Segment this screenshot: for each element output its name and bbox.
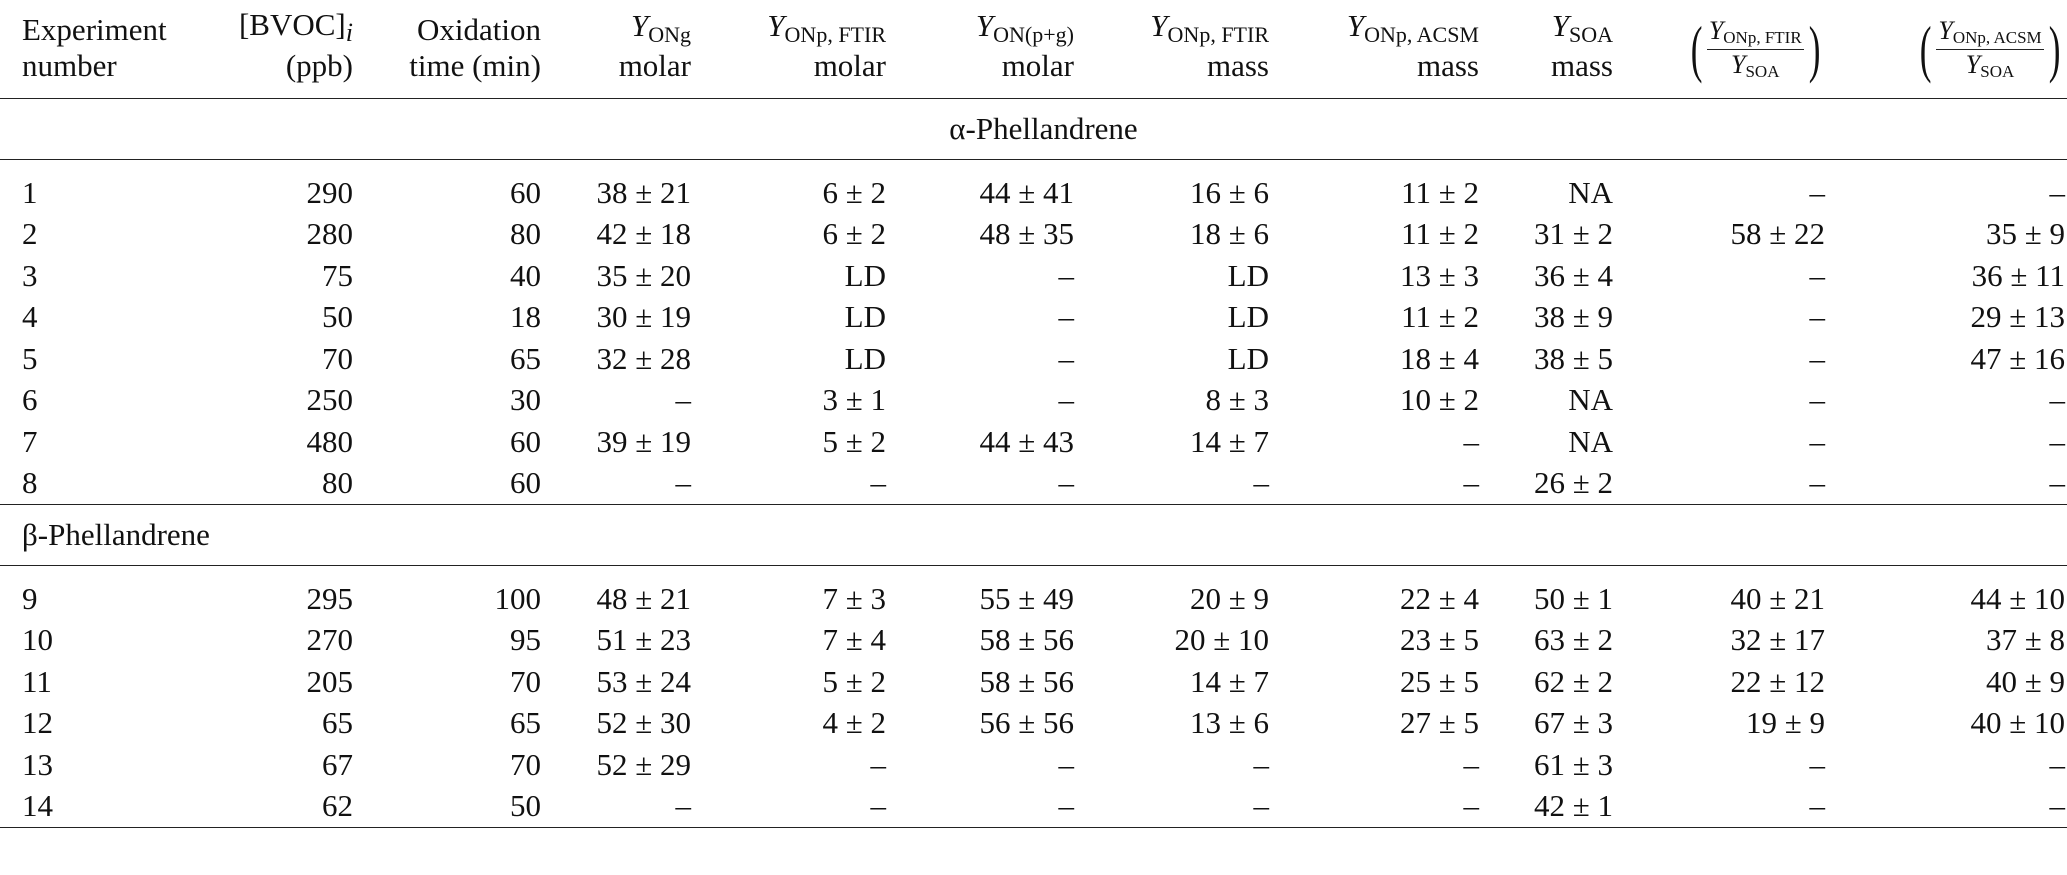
cell-oxidation-time: 18	[510, 299, 541, 335]
cell-y-soa: 26 ± 2	[1481, 463, 1615, 505]
cell-y-ong: 35 ± 20	[596, 257, 691, 293]
cell-bvoc: 62	[210, 786, 355, 828]
cell-y-onp-ftir-mass: 14 ± 7	[1189, 663, 1269, 699]
cell-ratio-acsm-soa: 37 ± 8	[1985, 622, 2065, 658]
cell-y-soa: 61 ± 3	[1533, 746, 1613, 782]
section-header	[0, 505, 2067, 566]
cell-ratio-acsm-soa: 35 ± 9	[1985, 216, 2065, 252]
cell-y-soa: 36 ± 4	[1533, 257, 1613, 293]
table-row	[0, 214, 2067, 256]
cell-oxidation-time: 50	[355, 786, 543, 828]
cell-y-ong: 39 ± 19	[596, 423, 691, 459]
header-oxidation-unit: time (min)	[355, 48, 543, 99]
cell-experiment-number: 4	[22, 299, 38, 335]
table-row	[0, 620, 2067, 662]
table-row	[0, 421, 2067, 463]
cell-y-onp-ftir-mass: 18 ± 6	[1189, 216, 1269, 252]
header-y-ong-unit: molar	[543, 48, 693, 99]
cell-y-soa: NA	[1568, 382, 1613, 418]
cell-bvoc: 65	[322, 705, 353, 741]
cell-bvoc: 270	[306, 622, 353, 658]
cell-y-onp-ftir-mass: 13 ± 6	[1189, 705, 1269, 741]
cell-bvoc: 280	[306, 216, 353, 252]
header-experiment-number-line2: number	[0, 48, 210, 99]
spacer-cell	[0, 160, 2067, 173]
cell-y-onp-acsm-mass: –	[1271, 463, 1481, 505]
cell-y-onp-ftir-molar: –	[693, 786, 888, 828]
cell-ratio-ftir-soa: –	[1809, 257, 1825, 293]
cell-y-onp-acsm-mass: 10 ± 2	[1399, 382, 1479, 418]
cell-ratio-acsm-soa: –	[1827, 463, 2067, 505]
cell-experiment-number: 14	[0, 786, 210, 828]
cell-y-ong: 51 ± 23	[596, 622, 691, 658]
header-y-onp-ftir-mass: $Y_{ONp, FTIR}$	[1150, 8, 1269, 47]
cell-y-onp-ftir-mass: –	[1076, 463, 1271, 505]
cell-ratio-acsm-soa: –	[1827, 786, 2067, 828]
cell-y-on-pg: 44 ± 43	[979, 423, 1074, 459]
cell-y-soa: 62 ± 2	[1533, 663, 1613, 699]
cell-y-onp-ftir-mass: 14 ± 7	[1189, 423, 1269, 459]
cell-oxidation-time: 60	[355, 463, 543, 505]
table-row	[0, 661, 2067, 703]
cell-y-onp-acsm-mass: –	[1271, 786, 1481, 828]
table-row	[0, 297, 2067, 339]
cell-experiment-number: 11	[22, 663, 52, 699]
cell-y-onp-acsm-mass: 18 ± 4	[1399, 340, 1479, 376]
cell-bvoc: 295	[306, 580, 353, 616]
cell-y-on-pg: –	[1058, 340, 1074, 376]
cell-oxidation-time: 80	[510, 216, 541, 252]
cell-y-ong: 32 ± 28	[596, 340, 691, 376]
cell-oxidation-time: 65	[510, 705, 541, 741]
table-row	[0, 463, 2067, 505]
cell-y-onp-ftir-mass: 20 ± 10	[1174, 622, 1269, 658]
cell-y-soa: NA	[1568, 423, 1613, 459]
cell-ratio-ftir-soa: –	[1809, 746, 1825, 782]
cell-y-onp-ftir-molar: LD	[844, 340, 886, 376]
cell-bvoc: 50	[322, 299, 353, 335]
table-row	[0, 380, 2067, 422]
header-y-onp-acsm-mass-unit: mass	[1271, 48, 1481, 99]
cell-bvoc: 67	[322, 746, 353, 782]
cell-ratio-ftir-soa: 58 ± 22	[1730, 216, 1825, 252]
cell-y-onp-acsm-mass: 27 ± 5	[1399, 705, 1479, 741]
cell-oxidation-time: 60	[510, 174, 541, 210]
section-label: β-Phellandrene	[0, 505, 2067, 566]
cell-y-onp-ftir-molar: 5 ± 2	[822, 423, 886, 459]
cell-experiment-number: 6	[22, 382, 38, 418]
cell-y-soa: 42 ± 1	[1481, 786, 1615, 828]
cell-y-on-pg: 58 ± 56	[979, 622, 1074, 658]
cell-ratio-ftir-soa: 19 ± 9	[1745, 705, 1825, 741]
header-bvoc-concentration: [BVOC]i	[238, 7, 353, 47]
cell-oxidation-time: 30	[510, 382, 541, 418]
cell-experiment-number: 3	[22, 257, 38, 293]
cell-ratio-ftir-soa: –	[1809, 340, 1825, 376]
cell-ratio-acsm-soa: 40 ± 10	[1970, 705, 2065, 741]
cell-y-ong: –	[543, 786, 693, 828]
cell-y-on-pg: 44 ± 41	[979, 174, 1074, 210]
table-row	[0, 578, 2067, 620]
cell-experiment-number: 5	[22, 340, 38, 376]
cell-experiment-number: 8	[0, 463, 210, 505]
table-row	[0, 338, 2067, 380]
cell-y-onp-ftir-mass: LD	[1227, 299, 1269, 335]
cell-ratio-acsm-soa: 40 ± 9	[1985, 663, 2065, 699]
cell-y-onp-ftir-molar: –	[693, 463, 888, 505]
cell-y-onp-acsm-mass: 11 ± 2	[1401, 174, 1479, 210]
cell-y-ong: 53 ± 24	[596, 663, 691, 699]
header-ratio-ftir-soa: ( $\frac{\text{YONp, FTIR}}{\text{YSOA}}$ )	[1615, 0, 1827, 99]
cell-oxidation-time: 70	[510, 746, 541, 782]
cell-y-onp-acsm-mass: 11 ± 2	[1401, 299, 1479, 335]
cell-y-soa: 38 ± 5	[1533, 340, 1613, 376]
cell-y-onp-ftir-molar: 5 ± 2	[822, 663, 886, 699]
cell-y-on-pg: 58 ± 56	[979, 663, 1074, 699]
header-y-onp-acsm-mass: $Y_{ONp, ACSM}$	[1346, 8, 1479, 47]
cell-ratio-ftir-soa: 32 ± 17	[1730, 622, 1825, 658]
cell-y-on-pg: 56 ± 56	[979, 705, 1074, 741]
cell-y-ong: 30 ± 19	[596, 299, 691, 335]
cell-y-onp-ftir-mass: LD	[1227, 257, 1269, 293]
cell-y-onp-ftir-molar: 7 ± 3	[822, 580, 886, 616]
cell-experiment-number: 2	[22, 216, 38, 252]
cell-experiment-number: 7	[22, 423, 38, 459]
cell-y-soa: 63 ± 2	[1533, 622, 1613, 658]
cell-ratio-ftir-soa: –	[1809, 299, 1825, 335]
cell-bvoc: 480	[306, 423, 353, 459]
cell-bvoc: 80	[210, 463, 355, 505]
cell-oxidation-time: 95	[510, 622, 541, 658]
header-y-on-pg-unit: molar	[888, 48, 1076, 99]
header-y-soa: $Y_{SOA}$	[1551, 8, 1613, 47]
header-y-onp-ftir-molar-unit: molar	[693, 48, 888, 99]
cell-experiment-number: 12	[22, 705, 53, 741]
cell-ratio-acsm-soa: –	[2049, 746, 2065, 782]
cell-ratio-acsm-soa: 36 ± 11	[1971, 257, 2065, 293]
cell-y-onp-ftir-molar: LD	[844, 299, 886, 335]
cell-ratio-ftir-soa: –	[1809, 423, 1825, 459]
cell-y-on-pg: –	[1058, 382, 1074, 418]
cell-ratio-ftir-soa: –	[1809, 174, 1825, 210]
cell-bvoc: 205	[306, 663, 353, 699]
table-row	[0, 703, 2067, 745]
cell-experiment-number: 10	[22, 622, 53, 658]
table-header	[0, 0, 2067, 99]
cell-y-onp-acsm-mass: 11 ± 2	[1401, 216, 1479, 252]
table-row	[0, 744, 2067, 786]
cell-y-onp-ftir-mass: –	[1076, 786, 1271, 828]
cell-y-ong: –	[543, 463, 693, 505]
cell-experiment-number: 13	[22, 746, 53, 782]
cell-y-ong: 42 ± 18	[596, 216, 691, 252]
header-ratio-acsm-soa: ( $\frac{\text{YONp, ACSM}}{\text{YSOA}}$ )	[1827, 0, 2067, 99]
cell-y-onp-ftir-molar: 6 ± 2	[822, 216, 886, 252]
cell-y-onp-acsm-mass: –	[1463, 423, 1479, 459]
cell-bvoc: 75	[322, 257, 353, 293]
cell-ratio-acsm-soa: –	[2049, 174, 2065, 210]
cell-y-on-pg: –	[1058, 746, 1074, 782]
cell-oxidation-time: 70	[510, 663, 541, 699]
table-body	[0, 99, 2067, 828]
cell-y-onp-ftir-molar: 7 ± 4	[822, 622, 886, 658]
cell-y-onp-acsm-mass: 23 ± 5	[1399, 622, 1479, 658]
cell-ratio-acsm-soa: 29 ± 13	[1970, 299, 2065, 335]
header-bvoc-unit: (ppb)	[210, 48, 355, 99]
cell-y-on-pg: 55 ± 49	[979, 580, 1074, 616]
cell-y-onp-acsm-mass: –	[1463, 746, 1479, 782]
cell-ratio-acsm-soa: 44 ± 10	[1970, 580, 2065, 616]
cell-y-onp-ftir-molar: 3 ± 1	[822, 382, 886, 418]
cell-y-on-pg: –	[1058, 299, 1074, 335]
cell-ratio-ftir-soa: –	[1615, 463, 1827, 505]
cell-y-ong: 52 ± 30	[596, 705, 691, 741]
cell-y-onp-ftir-molar: LD	[844, 257, 886, 293]
section-label: α-Phellandrene	[0, 99, 2067, 160]
section-spacer	[0, 566, 2067, 579]
cell-y-on-pg: 48 ± 35	[979, 216, 1074, 252]
cell-oxidation-time: 40	[510, 257, 541, 293]
table-row	[0, 172, 2067, 214]
cell-ratio-ftir-soa: –	[1809, 382, 1825, 418]
spacer-cell	[0, 566, 2067, 579]
table-row	[0, 786, 2067, 828]
cell-y-soa: 31 ± 2	[1533, 216, 1613, 252]
cell-ratio-ftir-soa: –	[1615, 786, 1827, 828]
section-spacer	[0, 160, 2067, 173]
table-row	[0, 255, 2067, 297]
cell-ratio-acsm-soa: –	[2049, 423, 2065, 459]
header-y-on-pg: $Y_{ON(p+g)}$	[975, 8, 1074, 47]
cell-y-soa: 50 ± 1	[1533, 580, 1613, 616]
cell-y-ong: –	[675, 382, 691, 418]
cell-y-soa: 67 ± 3	[1533, 705, 1613, 741]
cell-y-soa: NA	[1568, 174, 1613, 210]
section-header	[0, 99, 2067, 160]
cell-y-on-pg: –	[1058, 257, 1074, 293]
cell-y-onp-acsm-mass: 25 ± 5	[1399, 663, 1479, 699]
cell-y-onp-ftir-mass: 20 ± 9	[1189, 580, 1269, 616]
cell-y-onp-ftir-mass: 8 ± 3	[1205, 382, 1269, 418]
cell-experiment-number: 9	[22, 580, 38, 616]
header-oxidation-time: Oxidation	[417, 12, 541, 47]
cell-experiment-number: 1	[22, 174, 38, 210]
cell-bvoc: 250	[306, 382, 353, 418]
cell-oxidation-time: 100	[494, 580, 541, 616]
header-y-onp-ftir-molar: $Y_{ONp, FTIR}$	[767, 8, 886, 47]
cell-y-onp-acsm-mass: 22 ± 4	[1399, 580, 1479, 616]
cell-ratio-acsm-soa: –	[2049, 382, 2065, 418]
cell-y-soa: 38 ± 9	[1533, 299, 1613, 335]
cell-y-ong: 38 ± 21	[596, 174, 691, 210]
header-y-ong: $Y_{ONg}$	[630, 8, 691, 47]
cell-ratio-acsm-soa: 47 ± 16	[1970, 340, 2065, 376]
cell-bvoc: 290	[306, 174, 353, 210]
cell-oxidation-time: 60	[510, 423, 541, 459]
cell-y-ong: 48 ± 21	[596, 580, 691, 616]
cell-y-onp-ftir-mass: LD	[1227, 340, 1269, 376]
cell-y-onp-ftir-mass: –	[1253, 746, 1269, 782]
cell-y-ong: 52 ± 29	[596, 746, 691, 782]
header-experiment-number: Experiment	[22, 12, 167, 47]
header-y-onp-ftir-mass-unit: mass	[1076, 48, 1271, 99]
cell-y-onp-ftir-molar: 4 ± 2	[822, 705, 886, 741]
cell-bvoc: 70	[322, 340, 353, 376]
cell-y-on-pg: –	[888, 786, 1076, 828]
cell-y-onp-acsm-mass: 13 ± 3	[1399, 257, 1479, 293]
cell-y-onp-ftir-molar: 6 ± 2	[822, 174, 886, 210]
cell-y-onp-ftir-molar: –	[870, 746, 886, 782]
cell-ratio-ftir-soa: 40 ± 21	[1730, 580, 1825, 616]
cell-ratio-ftir-soa: 22 ± 12	[1730, 663, 1825, 699]
cell-y-onp-ftir-mass: 16 ± 6	[1189, 174, 1269, 210]
cell-y-on-pg: –	[888, 463, 1076, 505]
header-y-soa-unit: mass	[1481, 48, 1615, 99]
cell-oxidation-time: 65	[510, 340, 541, 376]
